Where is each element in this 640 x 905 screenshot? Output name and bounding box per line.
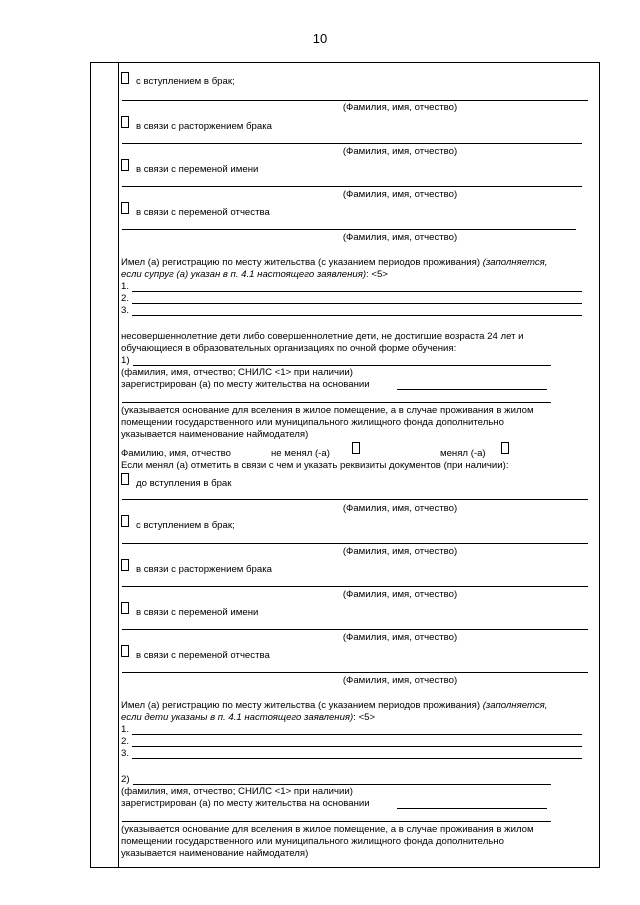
option-label: в связи с переменой отчества bbox=[136, 207, 270, 218]
option-label: в связи с переменой имени bbox=[136, 164, 259, 175]
option-label: с вступлением в брак; bbox=[136, 520, 235, 531]
fio-caption: (Фамилия, имя, отчество) bbox=[342, 102, 458, 113]
registration-line[interactable] bbox=[132, 303, 582, 304]
checkbox-child-divorce[interactable] bbox=[121, 559, 129, 571]
checkbox-child-patronymic-change[interactable] bbox=[121, 645, 129, 657]
fio-snils-caption: (фамилия, имя, отчество; СНИЛС <1> при наличии) bbox=[121, 367, 353, 378]
row-number: 1. bbox=[121, 724, 130, 735]
basis-note: указывается наименование наймодателя) bbox=[121, 429, 309, 440]
option-label: до вступления в брак bbox=[136, 478, 232, 489]
row-number: 1. bbox=[121, 281, 130, 292]
spouse-registration-note: если супруг (а) указан в п. 4.1 настоящего заявления): <5> bbox=[121, 269, 388, 280]
changed-label: менял (-а) bbox=[440, 448, 486, 459]
basis-line-full[interactable] bbox=[122, 821, 551, 822]
row-number: 3. bbox=[121, 305, 130, 316]
option-label: с вступлением в брак; bbox=[136, 76, 235, 87]
checkbox-child-name-change[interactable] bbox=[121, 602, 129, 614]
fio-snils-caption: (фамилия, имя, отчество; СНИЛС <1> при наличии) bbox=[121, 786, 353, 797]
fio-line[interactable] bbox=[122, 629, 588, 630]
fio-caption: (Фамилия, имя, отчество) bbox=[342, 189, 458, 200]
fio-line[interactable] bbox=[122, 543, 588, 544]
fio-caption: (Фамилия, имя, отчество) bbox=[342, 632, 458, 643]
option-label: в связи с переменой имени bbox=[136, 607, 259, 618]
checkbox-child-before-marriage[interactable] bbox=[121, 473, 129, 485]
registered-basis-label: зарегистрирован (а) по месту жительства на основании bbox=[121, 798, 370, 809]
basis-note: (указывается основание для вселения в жилое помещение, а в случае проживания в жилом bbox=[121, 405, 534, 416]
fio-caption: (Фамилия, имя, отчество) bbox=[342, 675, 458, 686]
checkbox-spouse-name-change[interactable] bbox=[121, 159, 129, 171]
checkbox-changed[interactable] bbox=[501, 442, 509, 454]
child-number: 1) bbox=[121, 355, 130, 366]
changed-name-label: Фамилию, имя, отчество bbox=[121, 448, 231, 459]
registration-line[interactable] bbox=[132, 291, 582, 292]
basis-line-full[interactable] bbox=[122, 402, 551, 403]
checkbox-spouse-patronymic-change[interactable] bbox=[121, 202, 129, 214]
fio-line[interactable] bbox=[122, 186, 582, 187]
fio-line[interactable] bbox=[122, 586, 588, 587]
fio-line[interactable] bbox=[122, 672, 588, 673]
fio-line[interactable] bbox=[122, 143, 582, 144]
option-label: в связи с переменой отчества bbox=[136, 650, 270, 661]
child-number: 2) bbox=[121, 774, 130, 785]
page-number: 10 bbox=[312, 31, 328, 46]
checkbox-spouse-marriage[interactable] bbox=[121, 72, 129, 84]
spouse-registration-text: Имел (а) регистрацию по месту жительства (с указанием периодов проживания) (заполняется, bbox=[121, 257, 548, 268]
row-number: 2. bbox=[121, 736, 130, 747]
checkbox-child-marriage[interactable] bbox=[121, 515, 129, 527]
children-intro: обучающиеся в образовательных организациях по очной форме обучения: bbox=[121, 343, 457, 354]
basis-line[interactable] bbox=[397, 389, 547, 390]
basis-note: указывается наименование наймодателя) bbox=[121, 848, 309, 859]
basis-line[interactable] bbox=[397, 808, 547, 809]
children-intro: несовершеннолетние дети либо совершеннолетние дети, не достигшие возраста 24 лет и bbox=[121, 331, 524, 342]
if-changed-text: Если менял (а) отметить в связи с чем и указать реквизиты документов (при наличии): bbox=[121, 460, 509, 471]
row-number: 2. bbox=[121, 293, 130, 304]
registered-basis-label: зарегистрирован (а) по месту жительства на основании bbox=[121, 379, 370, 390]
fio-caption: (Фамилия, имя, отчество) bbox=[342, 503, 458, 514]
basis-note: помещении государственного или муниципального жилищного фонда дополнительно bbox=[121, 417, 504, 428]
child-fio-line[interactable] bbox=[133, 365, 551, 366]
registration-line[interactable] bbox=[132, 734, 582, 735]
child-fio-line[interactable] bbox=[133, 784, 551, 785]
registration-line[interactable] bbox=[132, 315, 582, 316]
children-registration-text: Имел (а) регистрацию по месту жительства (с указанием периодов проживания) (заполняется, bbox=[121, 700, 548, 711]
row-number: 3. bbox=[121, 748, 130, 759]
fio-line[interactable] bbox=[122, 229, 576, 230]
option-label: в связи с расторжением брака bbox=[136, 121, 272, 132]
fio-caption: (Фамилия, имя, отчество) bbox=[342, 232, 458, 243]
checkbox-not-changed[interactable] bbox=[352, 442, 360, 454]
column-divider bbox=[118, 62, 119, 868]
registration-line[interactable] bbox=[132, 758, 582, 759]
option-label: в связи с расторжением брака bbox=[136, 564, 272, 575]
not-changed-label: не менял (-а) bbox=[271, 448, 330, 459]
checkbox-spouse-divorce[interactable] bbox=[121, 116, 129, 128]
fio-line[interactable] bbox=[122, 499, 588, 500]
registration-line[interactable] bbox=[132, 746, 582, 747]
fio-caption: (Фамилия, имя, отчество) bbox=[342, 146, 458, 157]
fio-caption: (Фамилия, имя, отчество) bbox=[342, 546, 458, 557]
fio-caption: (Фамилия, имя, отчество) bbox=[342, 589, 458, 600]
basis-note: (указывается основание для вселения в жилое помещение, а в случае проживания в жилом bbox=[121, 824, 534, 835]
fio-line[interactable] bbox=[122, 100, 588, 101]
basis-note: помещении государственного или муниципального жилищного фонда дополнительно bbox=[121, 836, 504, 847]
children-registration-note: если дети указаны в п. 4.1 настоящего заявления): <5> bbox=[121, 712, 376, 723]
